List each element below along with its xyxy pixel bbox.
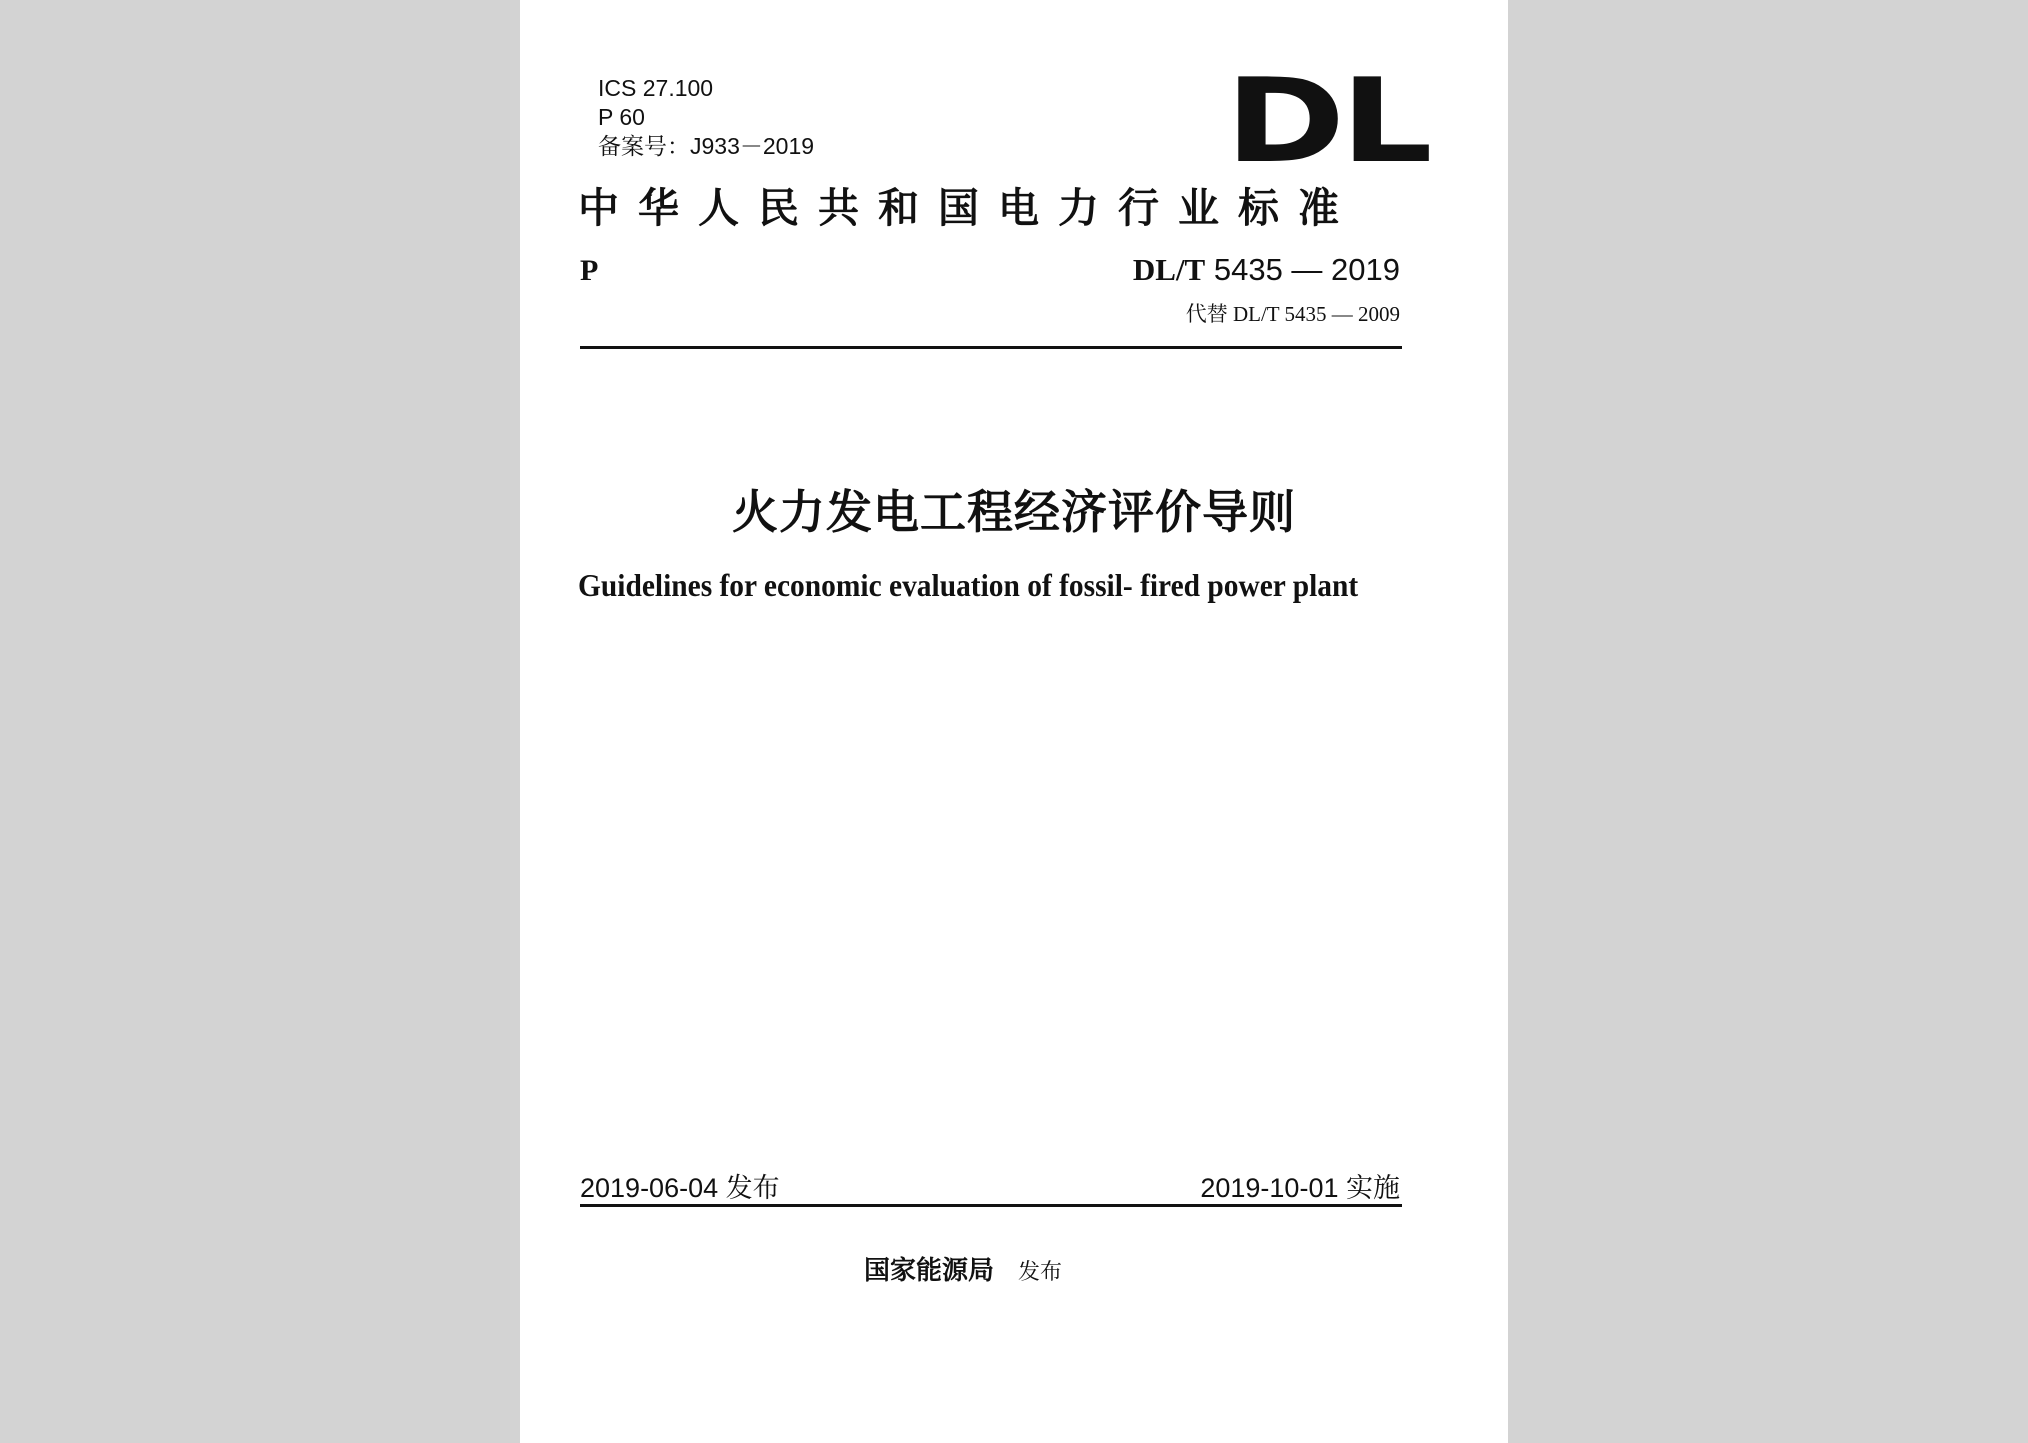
ics-code: ICS 27.100: [598, 75, 714, 101]
implement-date-value: 2019-10-01: [1200, 1173, 1339, 1203]
issue-date: [580, 1166, 780, 1205]
replaces-standard: 代替 DL/T 5435 — 2009: [1185, 302, 1400, 326]
issue-label: 发布: [725, 1173, 780, 1204]
issue-date-value: 2019-06-04: [580, 1173, 719, 1203]
title-chinese: 火力发电工程经济评价导则: [732, 485, 1296, 539]
title-english: Guidelines for economic evaluation of fossil- fired power plant: [578, 567, 1359, 603]
footer-divider: [580, 1204, 1402, 1207]
standard-number-prefix: DL/T: [1132, 252, 1206, 287]
header-divider: [580, 346, 1402, 349]
standard-number: [1133, 252, 1400, 288]
record-number: 备案号：J933－2019: [598, 133, 815, 159]
industry-standard-banner: 中华人民共和国电力行业标准: [578, 184, 1358, 232]
standard-number-rest: 5435 — 2019: [1205, 252, 1400, 287]
implement-date: [1200, 1166, 1400, 1205]
implement-label: 实施: [1346, 1173, 1400, 1204]
publisher: [864, 1250, 1062, 1287]
classification-mark: P: [580, 254, 599, 287]
publisher-name: 国家能源局: [864, 1256, 995, 1286]
dl-logo: DL: [1225, 54, 1428, 189]
document-page: [520, 0, 1508, 1443]
publisher-verb: 发布: [1018, 1260, 1063, 1285]
ccs-code: P 60: [598, 104, 645, 130]
